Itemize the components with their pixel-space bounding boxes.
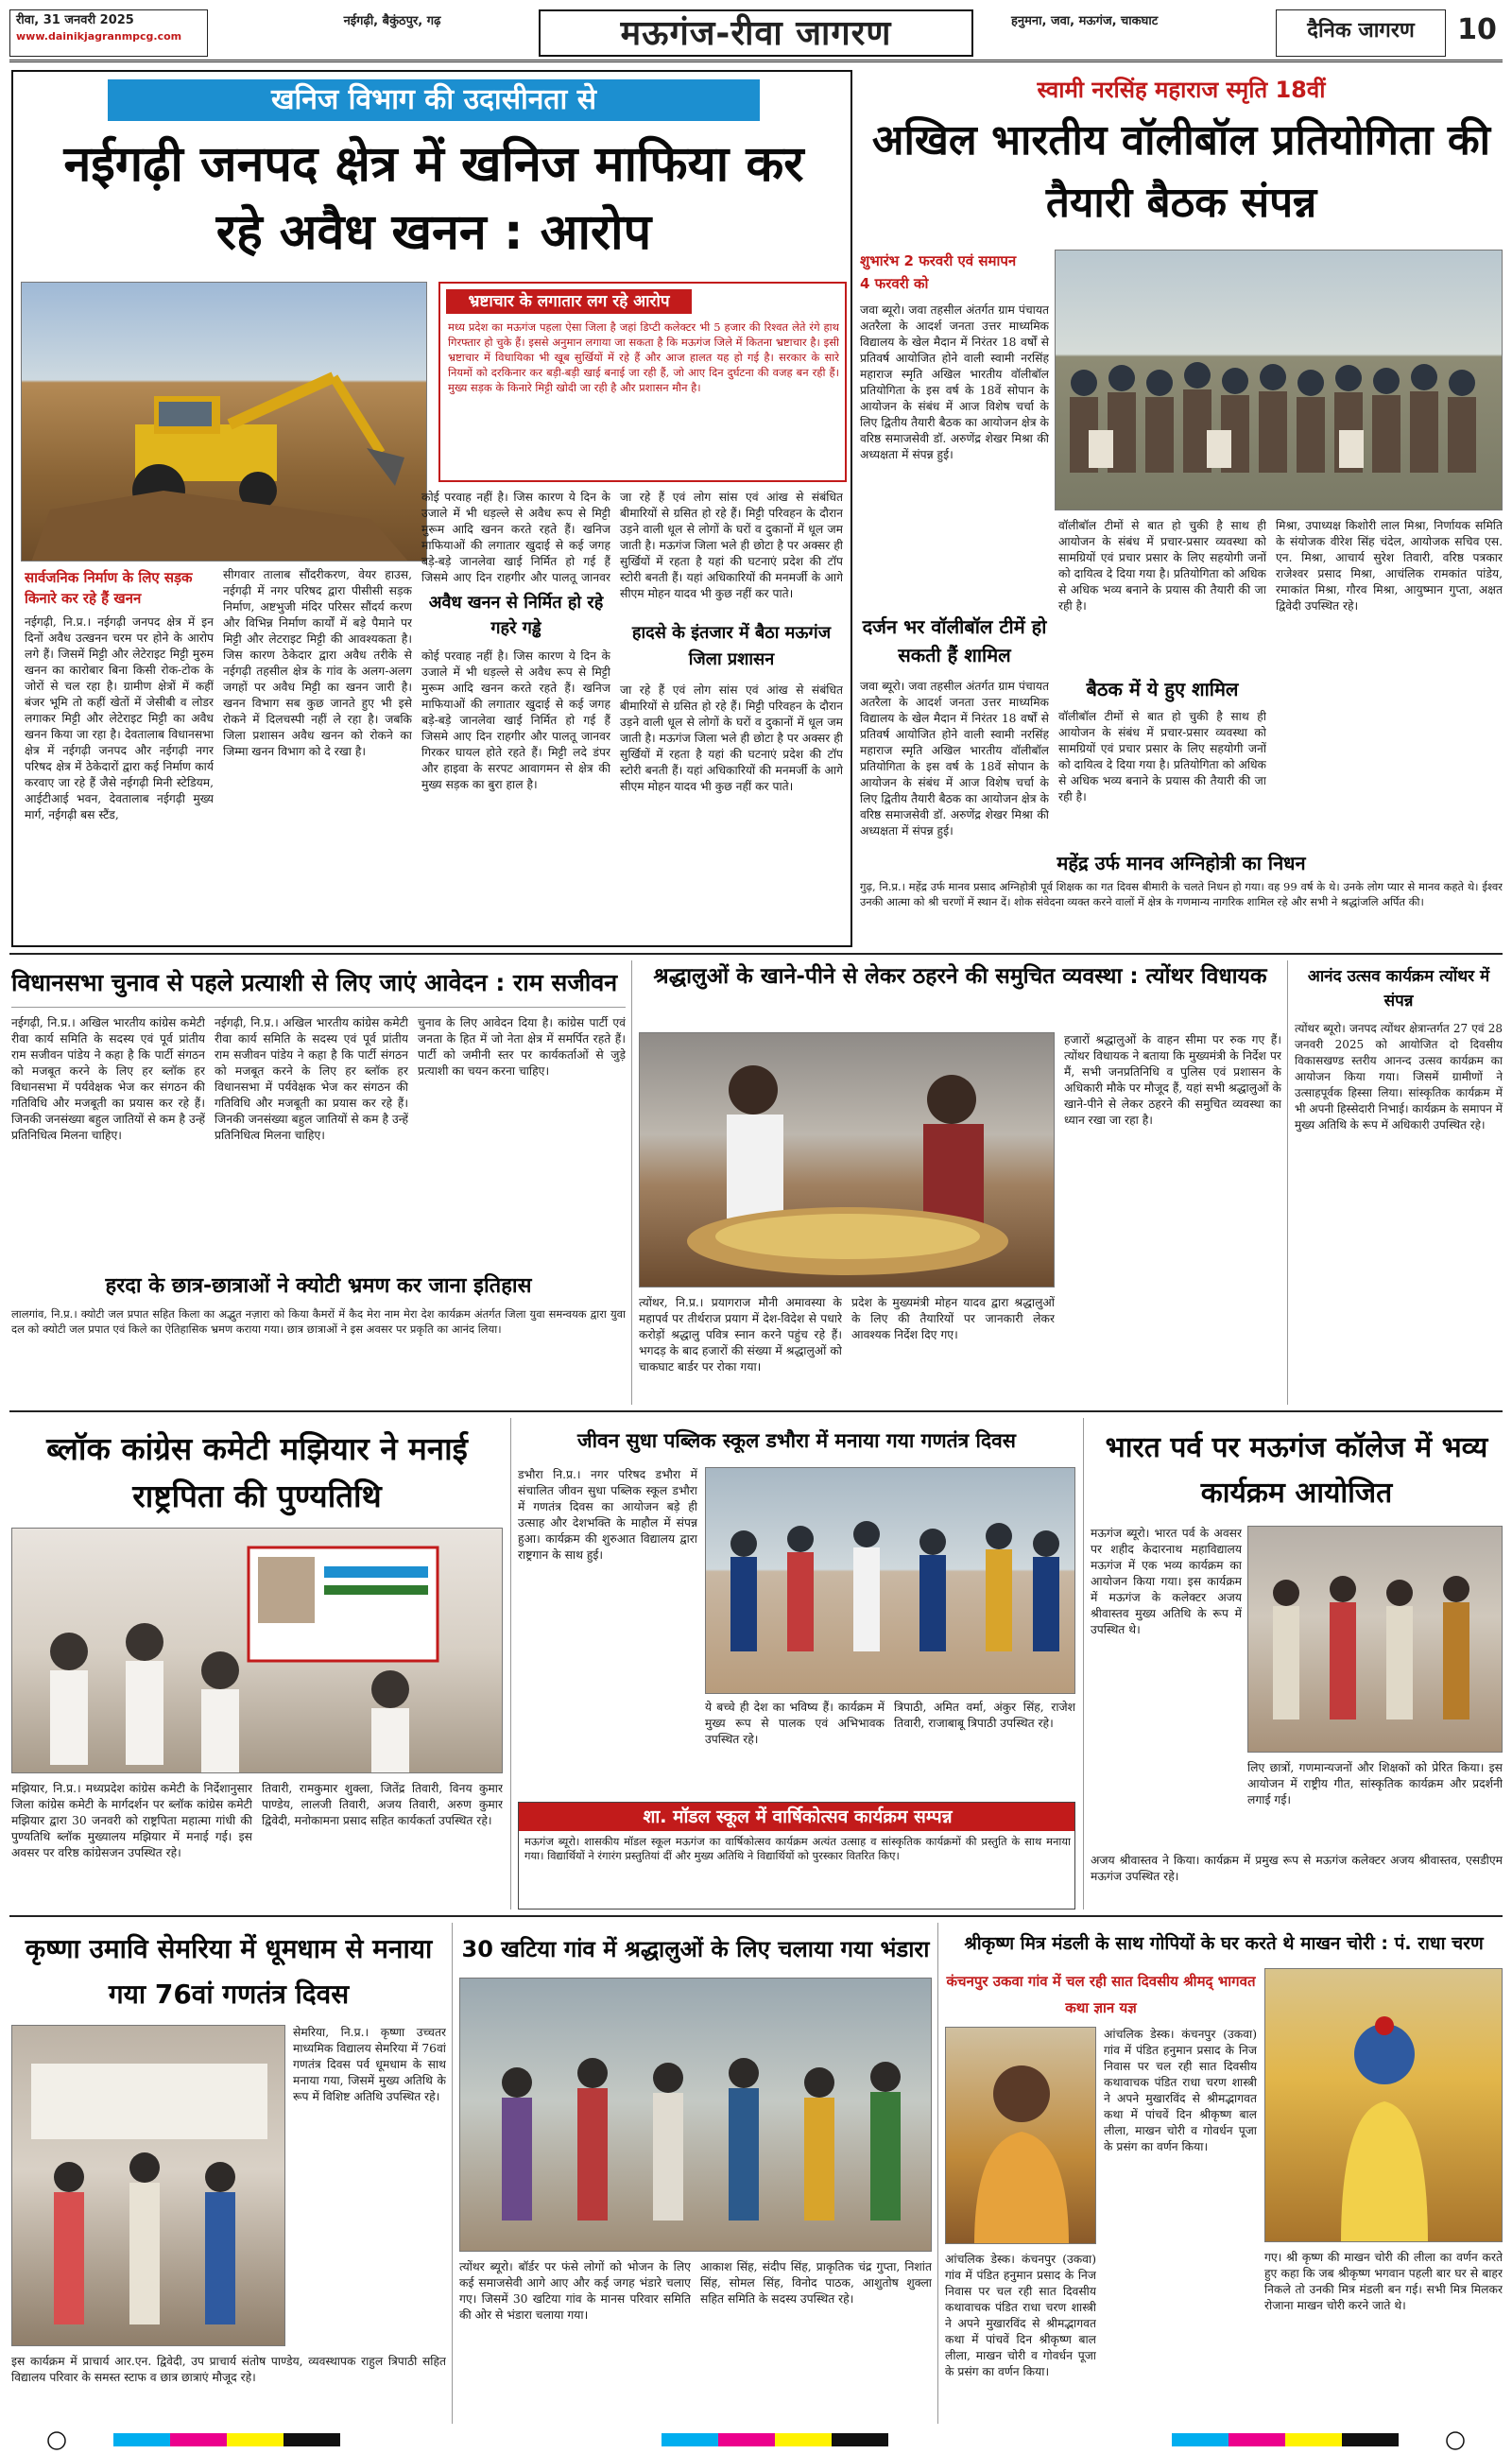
shri-text1: आंचलिक डेस्क। कंचनपुर (उकवा) गांव में पंडित हनुमान प्रसाद के निज निवास पर चल रही सात दिवसीय कथावाचक पंडित राधा चरण शास्त्री ने अपने मुखारविंद से श्रीमद्भागवत कथा में पांचवें दिन श्रीकृष्ण बाल लीला, माखन चोरी व गोवर्धन पूजा के प्रसंग का वर्णन किया। [1104,2028,1257,2153]
mining-text3: कोई परवाह नहीं है। जिस कारण ये दिन के उजाले में भी धड़ल्ले से अवैध रूप से मिट्टी मुरूम आदि खनन करते रहते हैं। खनिज माफियाओं की लगातार खुदाई से कई जगह बड़े-बड़े जानलेवा खाई निर्मित हो गई हैं जिसमे आए दिन राहगीर और पालतू जानवर [421,491,610,584]
krishna-text2: इस कार्यक्रम में प्राचार्य आर.एन. द्विवेदी, उप प्राचार्य संतोष पाण्डेय, व्यवस्थापक राहुल त्रिपाठी सहित विद्यालय परिवार के समस्त स्टाफ व छात्र छात्राएं मौजूद रहे। [11,2355,446,2384]
divider [9,1915,1503,1917]
mining-sub1: सार्वजनिक निर्माण के लिए सड़क किनारे कर रहे हैं खनन [25,569,193,607]
page-number: 10 [1457,13,1497,46]
mining-text4b: जा रहे हैं एवं लोग सांस एवं आंख से संबंधित बीमारियों से ग्रसित हो रहे हैं। मिट्टी परिवहन के दौरान उड़ने वाली धूल से लोगों के घरों व दुकानों में धूल जम जाती है। मऊगंज जिला भले ही छोटा है पर अक्सर ही सुर्खियों में रहता है यहां की घटनाएं प्रदेश की टॉप स्टोरी बनती हैं। यहां अधिकारियों की मनमर्जी के आगे सीएम मोहन यादव भी कुछ नहीं कर पाते। [620,683,843,793]
mining-text4: जा रहे हैं एवं लोग सांस एवं आंख से संबंधित बीमारियों से ग्रसित हो रहे हैं। मिट्टी परिवहन के दौरान उड़ने वाली धूल से लोगों के घरों व दुकानों में धूल जम जाती है। मऊगंज जिला भले ही छोटा है पर अक्सर ही सुर्खियों में रहता है यहां की घटनाएं प्रदेश की टॉप स्टोरी बनती हैं। यहां अधिकारियों की मनमर्जी के आगे सीएम मोहन यादव भी कुछ नहीं कर पाते। [620,491,843,600]
anand-story [1295,960,1503,1405]
volley-sub2: बैठक में ये हुए शामिल [1086,678,1239,700]
masthead [9,8,1503,62]
school-photo [705,1467,1075,1694]
food-text2: प्रदेश के मुख्यमंत्री मोहन यादव द्वारा श्रद्धालुओं के लिए की तैयारियों पर जानकारी लेकर आवश्यक निर्देश दिए गए। [851,1296,1055,1341]
krishna-story [11,1923,446,2424]
corruption-inset [438,282,847,482]
assembly-text1: नईगढ़ी, नि.प्र.। अखिल भारतीय कांग्रेस कमेटी रीवा कार्य समिति के सदस्य एवं पूर्व प्रांतीय राम सजीवन पांडेय ने कहा है कि पार्टी संगठन को मजबूत करने के लिए हर ब्लॉक हर विधानसभा में पर्यवेक्षक भेज कर संगठन की गतिविधि और मजबूती का प्रयास कर रहे हैं। जिनकी जनसंख्या बहुल जातियों से कम है उन्हें प्रतिनिधित्व मिलना चाहिए। [11,1016,205,1142]
block-text1: मझियार, नि.प्र.। मध्यप्रदेश कांग्रेस कमेटी के निर्देशानुसार जिला कांग्रेस कमेटी के मार्गदर्शन पर ब्लॉक कांग्रेस कमेटी मझियार द्वारा 30 जनवरी को राष्ट्रपिता महात्मा गांधी की पुण्यतिथि ब्लॉक मुख्यालय मझियार में मनाई गई। इस अवसर पर वरिष्ठ कांग्रेसजन उपस्थित रहे। [11,1782,252,1859]
bhandara-text2: आकाश सिंह, संदीप सिंह, प्राकृतिक चंद्र गुप्ता, निशांत सिंह, सोमल सिंह, विनोद पाठक, आशुतोष शुक्ला सहित समिति के सदस्य उपस्थित रहे। [700,2260,932,2306]
krishna-photo [11,2025,285,2346]
krishna-tableau-photo [1264,1968,1503,2242]
mining-headline: नईगढ़ी जनपद क्षेत्र में खनिज माफिया कर रहे अवैध खनन : आरोप [63,136,804,261]
food-headline: श्रद्धालुओं के खाने-पीने से लेकर ठहरने की समुचित व्यवस्था : त्योंथर विधायक [653,964,1267,989]
model-school-box [518,1802,1075,1910]
block-text2: तिवारी, रामकुमार शुक्ला, जितेंद्र तिवारी, विनय कुमार पाण्डेय, लालजी तिवारी, अजय तिवारी, अरुण कुमार द्विवेदी, मनोकामना प्रसाद सहित कार्यकर्ता उपस्थित रहे। [262,1782,503,1827]
paper-name: दैनिक जागरण [1276,9,1446,57]
left-places: नईगढ़ी, बैकुंठपुर, गढ़ [343,14,441,28]
anand-text: त्योंथर ब्यूरो। जनपद त्योंथर क्षेत्रान्तर्गत 27 एवं 28 जनवरी 2025 को आयोजित दो दिवसीय विकासखण्ड स्तरीय आनन्द उत्सव कार्यक्रम का आयोजन किया गया। जिसमें ग्रामीणों ने उत्साहपूर्वक हिस्सा लिया। सांस्कृतिक कार्यक्रम में भी अपनी हिस्सेदारी निभाई। कार्यक्रम के समापन में मुख्य अतिथि के रूप में अधिकारी उपस्थित रहे। [1295,1022,1503,1132]
volley-text2: वॉलीबॉल टीमों से बात हो चुकी है साथ ही आयोजन के संबंध में प्रचार-प्रसार व्यवस्था को सामग्रियों एवं प्रचार प्रसार के लिए सहयोगी जनों को दायित्व दे दिया गया है। प्रतियोगिता को अधिक से अधिक भव्य बनाने के प्रयास की तैयारी की जा रही है। [1058,519,1266,613]
mining-text3b: कोई परवाह नहीं है। जिस कारण ये दिन के उजाले में भी धड़ल्ले से अवैध रूप से मिट्टी मुरूम आदि खनन करते रहते हैं। खनिज माफियाओं की लगातार खुदाई से कई जगह बड़े-बड़े जानलेवा खाई निर्मित हो गई हैं जिसमे आए दिन राहगीर और पालतू जानवर गिरकर घायल होते रहते हैं। मिट्टी लदे डंपर और हाइवा के सरपट आवागमन से क्षेत्र की मुख्य सड़क का बुरा हाल है। [421,649,610,791]
bhandara-story [459,1923,932,2424]
website-link[interactable]: www.dainikjagranmpcg.com [16,30,182,43]
volley-text1: जवा ब्यूरो। जवा तहसील अंतर्गत ग्राम पंचायत अतरैला के आदर्श जनता उत्तर माध्यमिक विद्यालय के खेल मैदान में निरंतर 18 वर्षों से प्रतिवर्ष आयोजित होने वाली स्वामी नरसिंह महाराज स्मृति अखिल भारतीय वॉलीबॉल प्रतियोगिता के इस वर्ष के 18वें सोपान के आयोजन के संबंध में आज विशेष चर्चा के लिए द्वितीय तैयारी बैठक का आयोजन क्षेत्र के वरिष्ठ समाजसेवी डॉ. अरुणेंद्र शेखर मिश्रा की अध्यक्षता में संपन्न हुई। [860,303,1049,461]
volley-text3: मिश्रा, उपाध्यक्ष किशोरी लाल मिश्रा, निर्णायक समिति के संयोजक वीरेश सिंह चंदेल, आयोजक सचिव एस. एन. मिश्रा, आचार्य सुरेश तिवारी, वरिष्ठ पत्रकार राजेश्वर प्रसाद मिश्रा, आचंलिक रामकांत पांडेय, रमाकांत मिश्रा, गौरव मिश्रा, आयुष्मान गुप्ता, अक्षत द्विवेदी उपस्थित रहे। [1276,519,1503,613]
bhandara-headline: 30 खटिया गांव में श्रद्धालुओं के लिए चलाया गया भंडारा [461,1936,930,1962]
mining-sub3: हादसे के इंतजार में बैठा मऊगंज जिला प्रशासन [631,623,832,669]
krishna-headline: कृष्णा उमावि सेमरिया में धूमधाम से मनाया गया 76वां गणतंत्र दिवस [25,1933,433,2010]
mining-story [11,70,852,947]
mining-text2: सीगवार तालाब सौंदरीकरण, वेयर हाउस, नईगढ़ी में नगर परिषद द्वारा पीसीसी सड़क निर्माण, अष्टभुजी मंदिर परिसर सौंदर्य करण और विभिन्न निर्माण कार्यों में बड़े पैमाने पर मिट्टी और लेटराइट मिट्टी की आवश्यकता है। जिस कारण ठेकेदार द्वारा अवैध तरीके से नईगढ़ी तहसील क्षेत्र के गांव के अलग-अलग जगहों पर अवैध मिट्टी का खनन जारी है। खनन विभाग सब कुछ जानते हुए भी इसे रोकने में दिलचस्पी नहीं ले रहा है। जबकि जिला प्रशासन अवैध खनन को रोकने का जिम्मा खनन विभाग को दे रखा है। [223,568,412,758]
divider [631,960,632,1405]
volley-story [860,70,1503,947]
assembly-story [11,960,626,1405]
krishna-text1: सेमरिया, नि.प्र.। कृष्णा उच्चतर माध्यमिक विद्यालय सेमरिया में 76वां गणतंत्र दिवस पर्व धूमधाम के साथ मनाया गया, जिसमें मुख्य अतिथि के रूप में विशिष्ट अतिथि उपस्थित रहे। [293,2026,446,2103]
assembly-text1b: नईगढ़ी, नि.प्र.। अखिल भारतीय कांग्रेस कमेटी रीवा कार्य समिति के सदस्य एवं पूर्व प्रांतीय राम सजीवन पांडेय ने कहा है कि पार्टी संगठन को मजबूत करने के लिए हर ब्लॉक हर विधानसभा में पर्यवेक्षक भेज कर संगठन की गतिविधि और मजबूती का प्रयास कर रहे हैं। जिनकी जनसंख्या बहुल जातियों से कम है उन्हें प्रतिनिधित्व मिलना चाहिए। [215,1016,408,1142]
block-headline: ब्लॉक कांग्रेस कमेटी मझियार ने मनाई राष्ट्रपिता की पुण्यतिथि [46,1430,468,1514]
mining-text1: नईगढ़ी, नि.प्र.। नईगढ़ी जनपद क्षेत्र में इन दिनों अवैध उत्खनन चरम पर होने के आरोप लगे हैं। जिसमें मिट्टी और लेटेराइट मिट्टी मुरुम खनन का कारोबार बिना किसी रोक-टोक के जोरों से चल रहा है। ग्रामीण क्षेत्रों में कहीं बंजर भूमि तो कहीं खेतों में जेसीबी व लोडर लगाकर मिट्टी और लेटेराइट मिट्टी का अवैध खनन किया जा रहा है। देवतालाब विधानसभा क्षेत्र में नईगढ़ी जनपद और नईगढ़ी नगर परिषद क्षेत्र में ठेकेदारों द्वारा कई निर्माण कार्य करवाए जा रहे हैं जैसे नईगढ़ी मिनी स्टेडियम, आईटीआई भवन, देवतालाब नईगढ़ी मुख्य मार्ग, नईगढ़ी बस स्टैंड, [25,615,214,821]
school-text2: ये बच्चे ही देश का भविष्य हैं। कार्यक्रम में मुख्य रूप से पालक एवं अभिभावक उपस्थित रहे। [705,1701,885,1746]
excavator-photo [21,282,427,562]
inset-title: भ्रष्टाचार के लगातार लग रहे आरोप [446,289,692,314]
model-text: मऊगंज ब्यूरो। शासकीय मॉडल स्कूल मऊगंज का वार्षिकोत्सव कार्यक्रम अत्यंत उत्साह व सांस्कृतिक कार्यक्रमों की प्रस्तुति के साथ मनाया गया। विद्यार्थियों ने रंगारंग प्रस्तुतियां दीं और मुख्य अतिथि ने विद्यार्थियों को पुरस्कार वितरित किए। [524,1835,1071,1862]
divider [1287,960,1288,1405]
inset-text: मध्य प्रदेश का मऊगंज पहला ऐसा जिला है जहां डिप्टी कलेक्टर भी 5 हजार की रिश्वत लेते रंगे हाथ गिरफ्तार हो चुके हैं। इससे अनुमान लगाया जा सकता है कि मऊगंज जिले में कितना भ्रष्टाचार है। इसी भ्रष्टाचार में विधायिका भी खूब सुर्खियों में रहे हैं और आज हालत यह हो गई है। सरकार के सारे नियमों को दरकिनार कर बड़ी-बड़ी खाई बनाई जा रही हैं, जो आए दिन दुर्घटना की वजह बन रही हैं। मुख्य सड़क के किनारे मिट्टी खोदी जा रही है और प्रशासन मौन है। [448,320,839,394]
trip-text: लालगांव, नि.प्र.। क्योटी जल प्रपात सहित किला का अद्भुत नज़ारा को किया कैमरों में कैद मेरा नाम मेरा देश कार्यक्रम अंतर्गत जिला युवा समन्वयक द्वारा युवा दल को क्योटी जल प्रपात एवं किले का ऐतिहासिक भ्रमण कराया गया। छात्र छात्राओं ने इस अवसर पर प्रकृति का आनंद लिया। [11,1307,626,1336]
volley-date-note: शुभारंभ 2 फरवरी एवं समापन 4 फरवरी को [860,252,1017,292]
shri-text1b: आंचलिक डेस्क। कंचनपुर (उकवा) गांव में पंडित हनुमान प्रसाद के निज निवास पर चल रही सात दिवसीय कथावाचक पंडित राधा चरण शास्त्री ने अपने मुखारविंद से श्रीमद्भागवत कथा में पांचवें दिन श्रीकृष्ण बाल लीला, माखन चोरी व गोवर्धन पूजा के प्रसंग का वर्णन किया। [945,2253,1096,2378]
assembly-headline: विधानसभा चुनाव से पहले प्रत्याशी से लिए जाएं आवेदन : राम सजीवन [11,960,626,1008]
divider [510,1418,511,1910]
volley-text2b: वॉलीबॉल टीमों से बात हो चुकी है साथ ही आयोजन के संबंध में प्रचार-प्रसार व्यवस्था को सामग्रियों एवं प्रचार प्रसार के लिए सहयोगी जनों को दायित्व दे दिया गया है। प्रतियोगिता को अधिक से अधिक भव्य बनाने के प्रयास की तैयारी की जा रही है। [1058,710,1266,804]
volley-headline: अखिल भारतीय वॉलीबॉल प्रतियोगिता की तैयारी बैठक संपन्न [871,116,1491,227]
anand-title: आनंद उत्सव कार्यक्रम त्योंथर में संपन्न [1307,967,1490,1011]
divider [9,1410,1503,1412]
model-title: शा. मॉडल स्कूल में वार्षिकोत्सव कार्यक्रम सम्पन्न [519,1803,1075,1831]
bharat-text2: लिए छात्रों, गणमान्यजनों और शिक्षकों को प्रेरित किया। इस आयोजन में राष्ट्रीय गीत, सांस्कृतिक कार्यक्रम और प्रदर्शनी लगाई गई। [1247,1761,1503,1806]
school-story [518,1418,1075,1796]
block-story [11,1418,503,1910]
right-places: हनुमना, जवा, मऊगंज, चाकघाट [1011,14,1159,28]
divider [452,1923,453,2424]
volley-text1b: जवा ब्यूरो। जवा तहसील अंतर्गत ग्राम पंचायत अतरैला के आदर्श जनता उत्तर माध्यमिक विद्यालय के खेल मैदान में निरंतर 18 वर्षों से प्रतिवर्ष आयोजित होने वाली स्वामी नरसिंह महाराज स्मृति अखिल भारतीय वॉलीबॉल प्रतियोगिता के इस वर्ष के 18वें सोपान के आयोजन के संबंध में आज विशेष चर्चा के लिए द्वितीय तैयारी बैठक का आयोजन क्षेत्र के वरिष्ठ समाजसेवी डॉ. अरुणेंद्र शेखर मिश्रा की अध्यक्षता में संपन्न हुई। [860,680,1049,838]
bhandara-text1: त्योंथर ब्यूरो। बॉर्डर पर फंसे लोगों को भोजन के लिए कई समाजसेवी आगे आए और कई जगह भंडारे चलाए गए। जिसमें 30 खटिया गांव के मानस परिवार समिति की ओर से भंडारा चलाया गया। [459,2260,691,2322]
date-box [9,9,208,57]
obit-title: महेंद्र उर्फ मानव अग्निहोत्री का निधन [1057,852,1306,874]
bhandara-photo [459,1978,932,2252]
shri-text2: गए। श्री कृष्ण की माखन चोरी की लीला का वर्णन करते हुए कहा कि जब श्रीकृष्ण भगवान पहली बार घर से बाहर निकले तो उनकी मित्र मंडली बन गई। सभी मित्र मिलकर रोजाना माखन चोरी करने जाते थे। [1264,2251,1503,2312]
school-headline: जीवन सुधा पब्लिक स्कूल डभौरा में मनाया गया गणतंत्र दिवस [576,1429,1017,1452]
kathavachak-photo [945,2027,1096,2244]
volley-sub1: दर्जन भर वॉलीबॉल टीमें हो सकती हैं शामिल [862,615,1047,666]
edition-date: रीवा, 31 जनवरी 2025 [16,13,134,27]
school-text3: त्रिपाठी, अमित वर्मा, अंकुर सिंह, राजेश तिवारी, राजाबाबू त्रिपाठी उपस्थित रहे। [894,1701,1075,1730]
bharat-headline: भारत पर्व पर मऊगंज कॉलेज में भव्य कार्यक्रम आयोजित [1105,1431,1488,1510]
divider [9,953,1503,955]
shri-kicker: कंचनपुर उकवा गांव में चल रही सात दिवसीय श्रीमद् भागवत कथा ज्ञान यज्ञ [946,1973,1256,2016]
volley-kicker: स्वामी नरसिंह महाराज स्मृति 18वीं [1037,77,1326,103]
divider [937,1923,938,2424]
bharat-story [1091,1418,1503,1910]
school-text1: डभौरा नि.प्र.। नगर परिषद डभौरा में संचालित जीवन सुधा पब्लिक स्कूल डभौरा में गणतंत्र दिवस का आयोजन बड़े ही उत्साह और देशभक्ति के माहौल में संपन्न हुआ। कार्यक्रम की शुरुआत विद्यालय द्वारा राष्ट्रगान के साथ हुई। [518,1468,697,1562]
mining-kicker: खनिज विभाग की उदासीनता से [108,79,760,121]
shri-headline: श्रीकृष्ण मित्र मंडली के साथ गोपियों के घर करते थे माखन चोरी : पं. राधा चरण [964,1933,1484,1954]
volley-group-photo [1055,250,1503,510]
assembly-text2: चुनाव के लिए आवेदन दिया है। कांग्रेस पार्टी एवं जनता के हित में जो नेता क्षेत्र में समर्पित रहते हैं। पार्टी को जमीनी स्तर पर कार्यकर्ताओं से जुड़े प्रत्याशी का चयन करना चाहिए। [418,1016,626,1078]
food-story [639,960,1281,1405]
mining-sub2: अवैध खनन से निर्मित हो रहे गहरे गड्ढे [428,593,604,638]
gandhi-tribute-photo [11,1528,503,1773]
bharat-text1: मऊगंज ब्यूरो। भारत पर्व के अवसर पर शहीद केदारनाथ महाविद्यालय मऊगंज में एक भव्य कार्यक्रम का आयोजन किया गया। इस कार्यक्रम में मऊगंज के कलेक्टर अजय श्रीवास्तव मुख्य अतिथि के रूप में उपस्थित थे। [1091,1527,1242,1636]
bharat-text3: अजय श्रीवास्तव ने किया। कार्यक्रम में प्रमुख रूप से मऊगंज कलेक्टर अजय श्रीवास्तव, एसडीएम मऊगंज उपस्थित रहे। [1091,1854,1503,1883]
food-text1: त्योंथर, नि.प्र.। प्रयागराज मौनी अमावस्या के महापर्व पर तीर्थराज प्रयाग में देश-विदेश से पधारे करोड़ों श्रद्धालु पवित्र स्नान करने पहुंच रहे हैं। भगदड़ के बाद हजारों की संख्या में श्रद्धालुओं को चाकघाट बार्डर पर रोका गया। [639,1296,842,1374]
divider [1083,1418,1084,1910]
shri-story [945,1923,1503,2424]
obit-text: गुढ़, नि.प्र.। महेंद्र उर्फ मानव प्रसाद अग्निहोत्री पूर्व शिक्षक का गत दिवस बीमारी के चलते निधन हो गया। वह 99 वर्ष के थे। उनके लोग प्यार से मानव कहते थे। ईश्वर उनकी आत्मा को श्री चरणों में स्थान दें। शोक संवेदना व्यक्त करने वालों में क्षेत्र के गणमान्य नागरिक शामिल रहे और सभी ने श्रद्धांजलि अर्पित की। [860,880,1503,908]
food-text3: हजारों श्रद्धालुओं के वाहन सीमा पर रुक गए हैं। त्योंथर विधायक ने बताया कि मुख्यमंत्री के निर्देश पर मैं, सभी जनप्रतिनिधि व पुलिस एवं प्रशासन के अधिकारी मौके पर मौजूद हैं, यहां सभी श्रद्धालुओं के खाने-पीने से लेकर ठहरने की समुचित व्यवस्था का ध्यान रखा जा रहा है। [1064,1033,1281,1127]
page-title: मऊगंज-रीवा जागरण [539,9,973,57]
food-photo [639,1032,1055,1287]
print-marks [0,2428,1512,2454]
trip-title: हरदा के छात्र-छात्राओं ने क्योटी भ्रमण कर जाना इतिहास [105,1274,532,1298]
bharat-photo [1247,1526,1503,1753]
